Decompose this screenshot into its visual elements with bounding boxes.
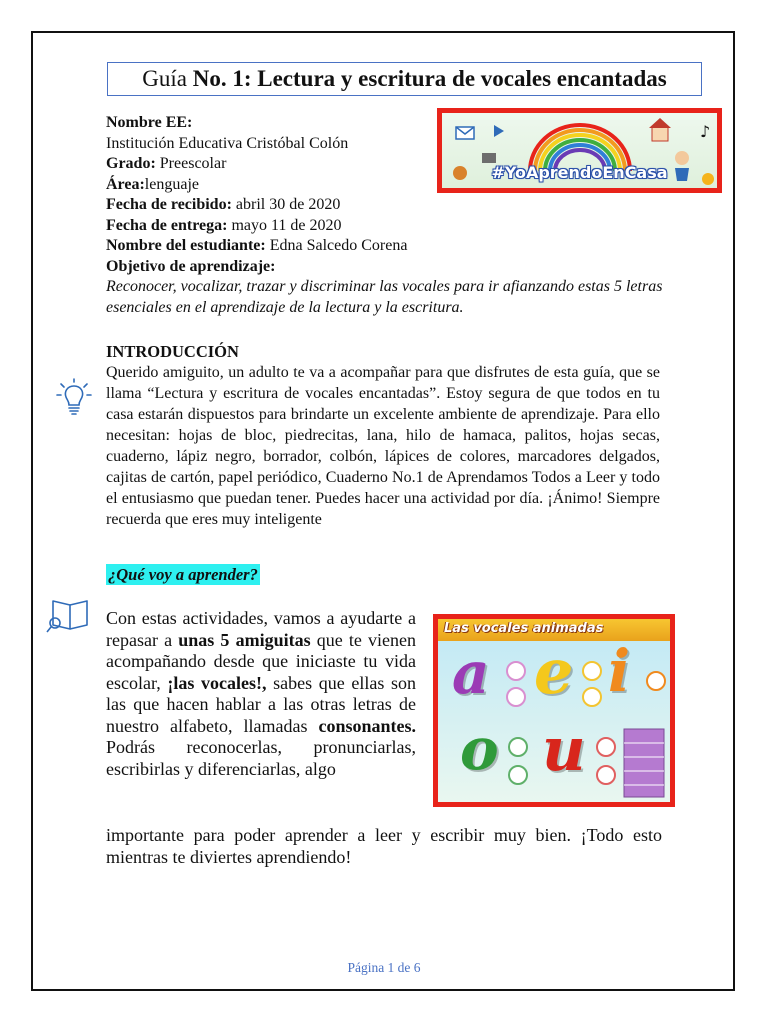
vowels-header-title: Las vocales animadas	[444, 621, 604, 636]
delivery-date: mayo 11 de 2020	[227, 216, 342, 234]
vowel-i: i	[608, 637, 631, 705]
nombre-label: Nombre EE:	[106, 114, 193, 131]
guide-info: Nombre EE: Institución Educativa Cristóbal Colón Grado: Preescolar Área:lenguaje Fecha de recibido: abril 30 de 2020 Fecha de entrega: mayo 11 de 2020 Nombre del estudiante: Edna Salcedo Corena Objetivo de aprendizaje: Reconocer, vocalizar, trazar y discriminar las vocales para ir afianzando estas 5 letras esenciales en el aprendizaje de la lectura y la escritura.	[106, 113, 666, 318]
institution-name: Institución Educativa Cristóbal Colón	[106, 134, 349, 152]
book-icon	[45, 597, 95, 635]
learn-paragraph-end: importante para poder aprender a leer y escribir muy bien. ¡Todo esto mientras te diviertes aprendiendo!	[106, 825, 662, 867]
received-date: abril 30 de 2020	[231, 196, 341, 213]
vowel-o: o	[460, 715, 499, 783]
lightbulb-icon	[56, 377, 92, 421]
vowels-illustration	[433, 614, 675, 807]
learning-objective: Reconocer, vocalizar, trazar y discriminar las vocales para ir afianzando estas 5 letras esenciales en el aprendizaje de la lectura y la escritura.	[106, 278, 663, 316]
area-value: lenguaje	[144, 175, 199, 193]
student-name: Edna Salcedo Corena	[265, 237, 408, 254]
page-number: Página 1 de 6	[347, 960, 421, 975]
introduction-text: Querido amiguito, un adulto te va a acompañar para que disfrutes de esta guía, que se llama “Lectura y escritura de vocales encantadas”. Estoy segura de que todos en tu casa estarán dispuestos para brindarte un excelente ambiente de aprendizaje. Para ello necesitan: hojas de bloc, piedrecitas, lana, hilo de hamaca, palitos, hojas secas, cuaderno, lápiz negro, borrador, colbón, lápices de colores, marcadores delgados, cajitas de cartón, papel periódico, Cuaderno No.1 de Aprendamos Todos a Leer y todo el entusiasmo que puedan tener. Puedes hacer una actividad por día. ¡Ánimo! Siempre recuerda que eres muy inteligente	[106, 364, 660, 528]
vowel-a: a	[452, 639, 490, 707]
banner-hashtag: #YoAprendoEnCasa	[491, 163, 668, 182]
grade-value: Preescolar	[155, 155, 227, 172]
vowels-decorations	[438, 619, 670, 802]
vowel-e: e	[534, 635, 574, 708]
svg-text:♪: ♪	[700, 122, 711, 141]
page-title: Guía No. 1: Lectura y escritura de vocales encantadas	[107, 62, 702, 96]
learn-heading: ¿Qué voy a aprender?	[108, 565, 258, 584]
learn-paragraph: Con estas actividades, vamos a ayudarte a repasar a unas 5 amiguitas que te vienen acompañando desde que iniciaste tu vida escolar, ¡las vocales!, sabes que ellas son las que hacen hablar a las otras letras de nuestro alfabeto, llamadas consonantes. Podrás reconocerlas, pronunciarlas, escribirlas y diferenciarlas, algo	[106, 608, 417, 779]
vowel-u: u	[542, 715, 586, 785]
introduction-heading: INTRODUCCIÓN	[106, 342, 239, 361]
